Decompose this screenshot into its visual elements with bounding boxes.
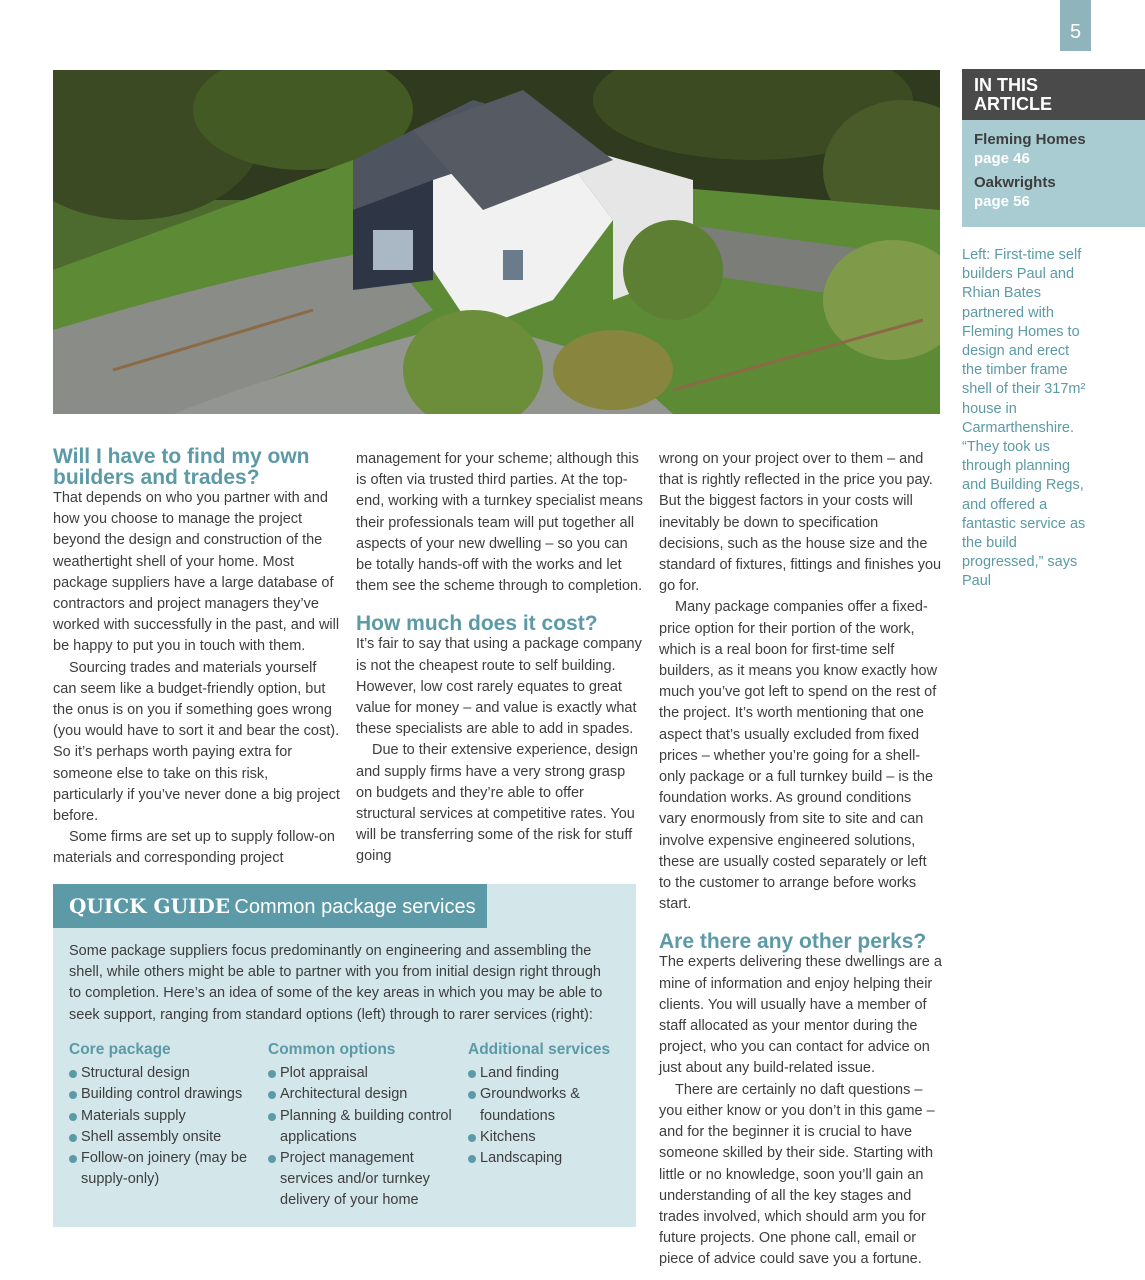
article-column-2 <box>356 449 644 868</box>
quick-guide-title: QUICK GUIDE Common package services <box>53 884 487 928</box>
quick-guide-intro: Some package suppliers focus predominantly on engineering and assembling the shell, while others might be able to partner with you from initial design right through to completion. Here’s an idea of some of the key areas in which you may be able to seek support, ranging from standard options (left) through to rarer services (right): <box>69 943 603 1023</box>
paragraph: Some firms are set up to supply follow-on materials and corresponding project <box>53 829 335 867</box>
list-heading: Core package <box>69 1041 171 1058</box>
list-heading: Common options <box>268 1041 396 1058</box>
list-item: Land finding <box>468 1063 653 1084</box>
list-item: Shell assembly onsite <box>69 1127 254 1148</box>
list-item: Plot appraisal <box>268 1063 453 1084</box>
additional-services-list <box>468 1039 653 1169</box>
article-link-page: page 56 <box>974 193 1030 210</box>
core-package-list <box>69 1039 254 1190</box>
paragraph: The experts delivering these dwellings are a mine of information and enjoy helping their clients. You will usually have a member of staff allocated as your mentor during the project, who you can contact for advice on just about any build-related issue. <box>659 954 942 1077</box>
paragraph: Many package companies offer a fixed-price option for their portion of the work, which is a real boon for first-time self builders, as it means you know exactly how much you’ve got left to spend on the rest of the project. It’s worth mentioning that one aspect that’s usually excluded from fixed prices – whether you’re going for a shell-only package or a full turnkey build – is the foundation works. As ground conditions vary enormously from site to site and can involve expensive engineered solutions, these are usually costed separately or left to the customer to arrange before works start. <box>659 599 938 913</box>
paragraph: wrong on your project over to them – and that is rightly reflected in the price you pay. But the biggest factors in your costs will inevitably be down to specification decisions, such as the house size and the standard of fixtures, fittings and finishes you go for. <box>659 451 942 595</box>
list-heading: Additional services <box>468 1041 611 1058</box>
common-options-list <box>268 1039 453 1212</box>
photo-caption: Left: First-time self builders Paul and Rhian Bates partnered with Fleming Homes to design and erect the timber frame shell of their 317m² house in Carmarthenshire. “They took us through planning and Building Regs, and offered a fantastic service as the build progressed,” says Paul <box>962 247 1086 590</box>
article-column-1 <box>53 446 341 870</box>
list-item: Building control drawings <box>69 1084 254 1105</box>
list-item: Planning & building control applications <box>268 1106 453 1148</box>
list-item: Follow-on joinery (may be supply-only) <box>69 1148 254 1190</box>
in-this-article-box <box>962 69 1145 227</box>
list-item: Landscaping <box>468 1148 653 1169</box>
article-column-3 <box>659 449 942 1271</box>
list-item: Architectural design <box>268 1084 453 1105</box>
paragraph: Due to their extensive experience, design and supply firms have a very strong grasp on budgets and they’re able to offer structural services at competitive rates. You will be transferring some of the risk for stuff going <box>356 742 638 865</box>
article-link-name[interactable]: Oakwrights <box>974 174 1056 191</box>
list-item: Materials supply <box>69 1106 254 1127</box>
list-item: Structural design <box>69 1063 254 1084</box>
paragraph: It’s fair to say that using a package company is not the cheapest route to self building. However, low cost rarely equates to great value for money – and value is exactly what these specialists are able to add in spades. <box>356 636 642 738</box>
paragraph: There are certainly no daft questions – you either know or you don’t in this game – and for the beginner it is crucial to have someone skilled by their side. Starting with little or no knowledge, soon you’ll gain an understanding of all the key stages and trades involved, which should arm you for future projects. One phone call, email or piece of advice could save you a fortune. <box>659 1081 935 1268</box>
paragraph: management for your scheme; although this is often via trusted third parties. At the top-end, working with a turnkey specialist means their professionals team will put together all aspects of your new dwelling – so you can be totally hands-off with the works and let them see the scheme through to completion. <box>356 451 643 595</box>
list-item: Groundworks & foundations <box>468 1084 653 1126</box>
paragraph: That depends on who you partner with and how you choose to manage the project beyond the design and construction of the weathertight shell of your home. Most package suppliers have a large database of contractors and project managers they’ve worked with successfully in the past, and will be happy to put you in touch with them. <box>53 490 340 655</box>
list-item: Project management services and/or turnkey delivery of your home <box>268 1148 453 1212</box>
section-heading: Will I have to find my own builders and trades? <box>53 445 310 489</box>
list-item: Kitchens <box>468 1127 653 1148</box>
in-this-article-heading: IN THIS ARTICLE <box>962 69 1145 120</box>
aerial-house-photo <box>53 70 940 414</box>
section-heading: How much does it cost? <box>356 612 598 636</box>
quick-guide-box <box>53 884 636 1227</box>
paragraph: Sourcing trades and materials yourself can seem like a budget-friendly option, but the onus is on you if something goes wrong (you would have to sort it and bear the cost). So it’s perhaps worth paying extra for someone else to take on this risk, particularly if you’ve never done a big project before. <box>53 659 340 825</box>
article-link-page: page 46 <box>974 150 1030 167</box>
section-heading: Are there any other perks? <box>659 930 927 954</box>
house-photo-illustration <box>53 70 940 414</box>
page-number: 5 <box>1060 0 1091 51</box>
article-link-name[interactable]: Fleming Homes <box>974 131 1086 148</box>
